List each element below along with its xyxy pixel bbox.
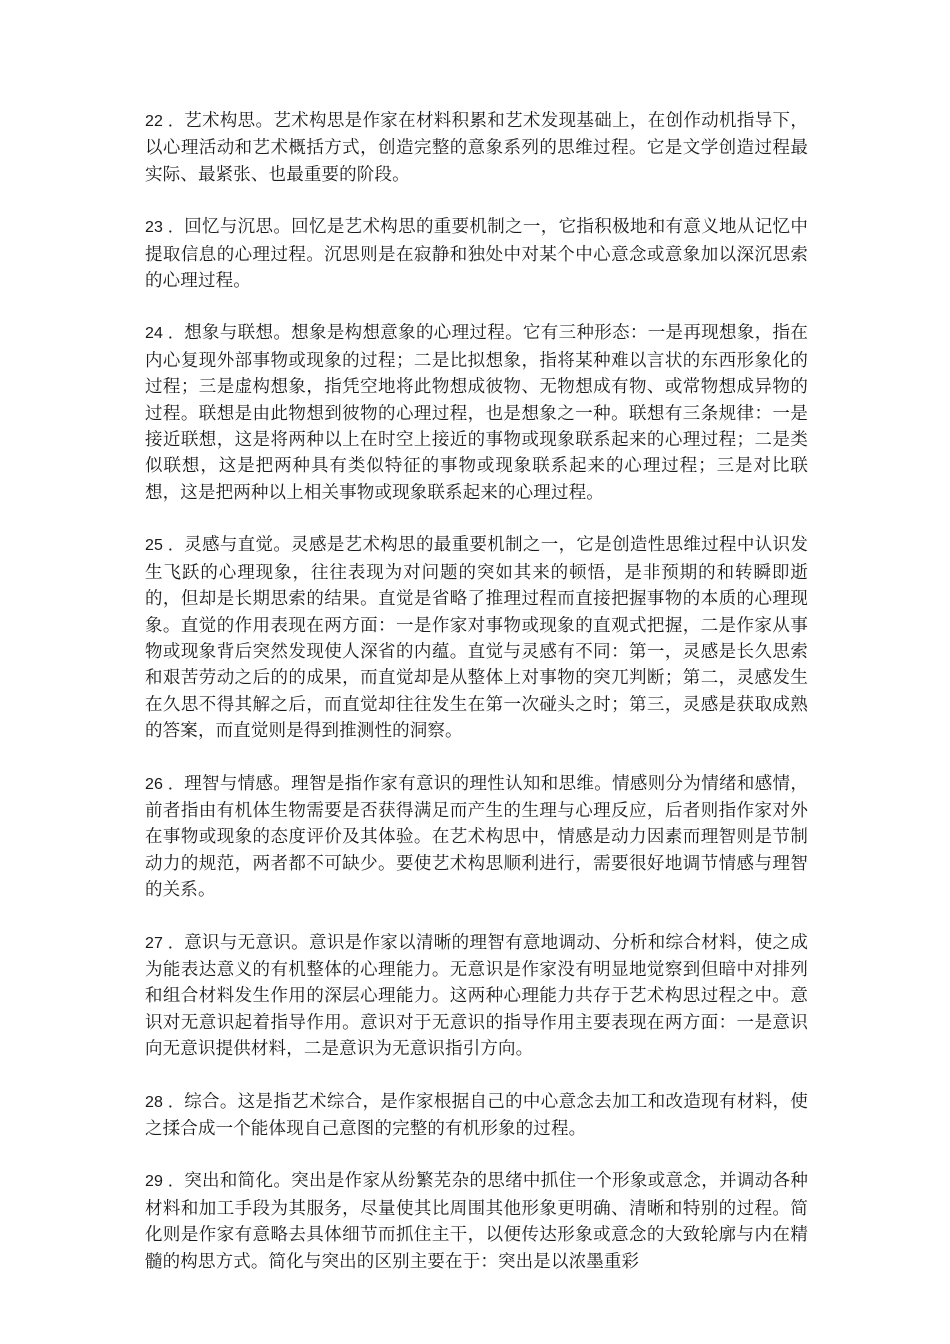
paragraph-27 — [145, 930, 808, 1063]
paragraph-text: 艺术构思。艺术构思是作家在材料积累和艺术发现基础上，在创作动机指导下，以心理活动和艺术概括方式，创造完整的意象系列的思维过程。它是文学创造过程最实际、最紧张、也最重要的阶段。 — [145, 111, 809, 185]
paragraph-24 — [145, 320, 808, 506]
paragraph-29 — [145, 1168, 808, 1275]
paragraph-25 — [145, 532, 808, 744]
paragraph-number: 25 ． — [145, 537, 185, 555]
paragraph-23 — [145, 214, 808, 294]
paragraph-number: 24 ． — [145, 325, 185, 343]
paragraph-text: 回忆与沉思。回忆是艺术构思的重要机制之一，它指积极地和有意义地从记忆中提取信息的心理过程。沉思则是在寂静和独处中对某个中心意念或意象加以深沉思索的心理过程。 — [145, 217, 809, 292]
paragraph-text: 灵感与直觉。灵感是艺术构思的最重要机制之一，它是创造性思维过程中认识发生飞跃的心理现象，往往表现为对问题的突如其来的顿悟，是非预期的和转瞬即逝的，但却是长期思索的结果。直觉是省略了推理过程而直接把握事物的本质的心理现象。直觉的作用表现在两方面：一是作家对事物或现象的直观式把握，二是作家从事物或现象背后突然发现使人深省的内蕴。直觉与灵感有不同：第一，灵感是长久思索和艰苦劳动之后的的成果，而直觉却是从整体上对事物的突兀判断；第二，灵感发生在久思不得其解之后，而直觉却往往发生在第一次碰头之时；第三，灵感是获取成熟的答案，而直觉则是得到推测性的洞察。 — [145, 535, 809, 742]
paragraph-text: 综合。这是指艺术综合，是作家根据自己的中心意念去加工和改造现有材料，使之揉合成一个能体现自己意图的完整的有机形象的过程。 — [145, 1091, 809, 1139]
paragraph-text: 想象与联想。想象是构想意象的心理过程。它有三种形态：一是再现想象，指在内心复现外部事物或现象的过程；二是比拟想象，指将某种难以言状的东西形象化的过程；三是虚构想象，指凭空地将此物想成彼物、无物想成有物、或常物想成异物的过程。联想是由此物想到彼物的心理过程，也是想象之一种。联想有三条规律：一是接近联想，这是将两种以上在时空上接近的事物或现象联系起来的心理过程；二是类似联想，这是把两种具有类似特征的事物或现象联系起来的心理过程；三是对比联想，这是把两种以上相关事物或现象联系起来的心理过程。 — [145, 323, 809, 503]
paragraph-number: 27 ． — [145, 934, 185, 952]
paragraph-number: 26 ． — [145, 775, 185, 793]
paragraph-number: 23 ． — [145, 219, 185, 237]
paragraph-number: 29 ． — [145, 1173, 185, 1191]
paragraph-text: 意识与无意识。意识是作家以清晰的理智有意地调动、分析和综合材料，使之成为能表达意义的有机整体的心理能力。无意识是作家没有明显地觉察到但暗中对排列和组合材料发生作用的深层心理能力。这两种心理能力共存于艺术构思过程之中。意识对无意识起着指导作用。意识对于无意识的指导作用主要表现在两方面：一是意识向无意识提供材料，二是意识为无意识指引方向。 — [145, 932, 809, 1060]
paragraph-22 — [145, 108, 808, 188]
paragraph-text: 理智与情感。理智是指作家有意识的理性认知和思维。情感则分为情绪和感情，前者指由有机体生物需要是否获得满足而产生的生理与心理反应，后者则指作家对外在事物或现象的态度评价及其体验。在艺术构思中，情感是动力因素而理智则是节制动力的规范，两者都不可缺少。要使艺术构思顺利进行，需要很好地调节情感与理智的关系。 — [145, 773, 809, 901]
paragraph-28 — [145, 1089, 808, 1143]
paragraph-number: 28 ． — [145, 1093, 185, 1111]
paragraph-text: 突出和简化。突出是作家从纷繁芜杂的思绪中抓住一个形象或意念，并调动各种材料和加工手段为其服务，尽量使其比周围其他形象更明确、清晰和特别的过程。简化则是作家有意略去具体细节而抓住主干，以便传达形象或意念的大致轮廓与内在精髓的构思方式。简化与突出的区别主要在于：突出是以浓墨重彩 — [145, 1171, 809, 1272]
paragraph-number: 22 ． — [145, 113, 185, 130]
document-page — [145, 108, 808, 1301]
paragraph-26 — [145, 771, 808, 904]
